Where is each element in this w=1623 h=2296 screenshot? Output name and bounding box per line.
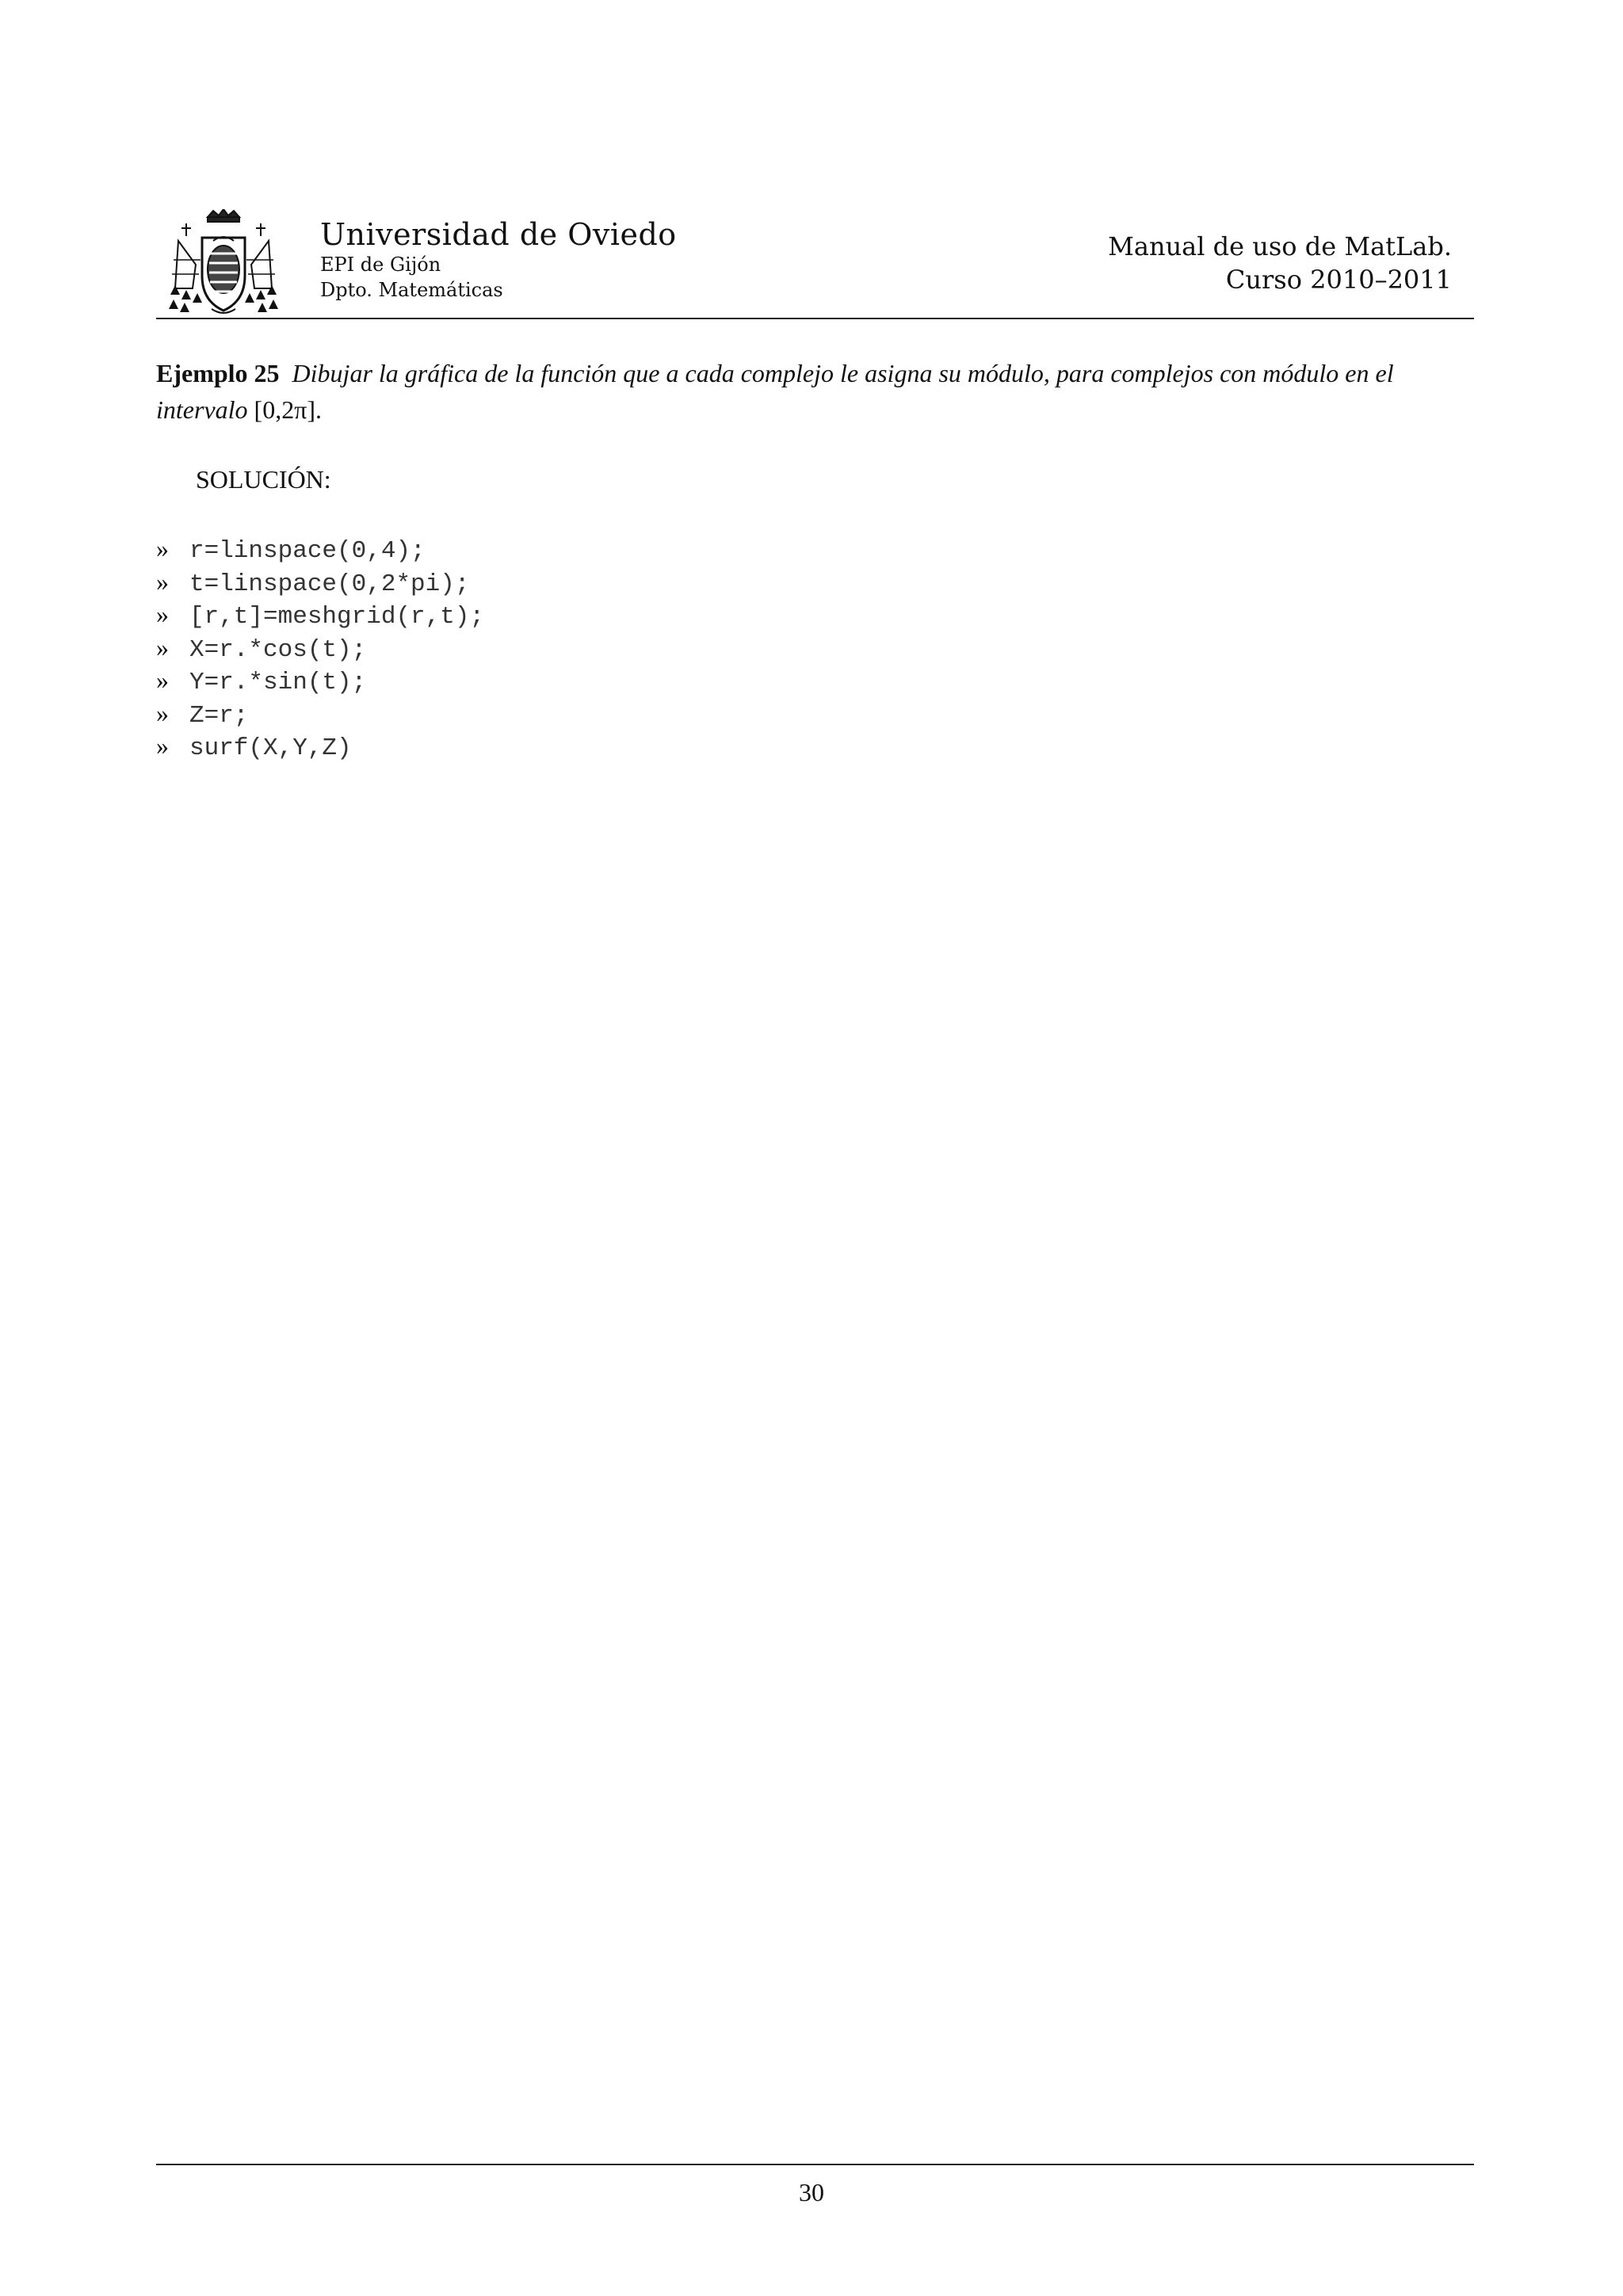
university-coat-of-arms-icon [164,209,283,317]
prompt-symbol: » [156,600,169,628]
school-name: EPI de Gijón [320,254,441,276]
code-line [156,730,484,763]
code-command: Z=r; [189,701,249,730]
code-line [156,598,484,631]
footer-divider [156,2164,1474,2165]
prompt-symbol: » [156,666,169,694]
code-command: t=linspace(0,2*pi); [189,570,470,598]
example-interval: [0,2π] [254,395,315,424]
page-header [156,208,1474,318]
code-line [156,631,484,665]
manual-title: Manual de uso de MatLab. [1108,231,1452,261]
prompt-symbol: » [156,566,169,596]
institution-block [320,217,677,303]
example-text: Dibujar la gráfica de la función que a cada complejo le asigna su módulo, para complejos con módulo en el intervalo [156,359,1394,424]
code-line [156,532,484,566]
example-statement [156,355,1474,428]
manual-info [1108,230,1452,296]
solution-label: SOLUCIÓN: [196,465,331,494]
course-year: Curso 2010–2011 [1225,265,1452,295]
code-command: r=linspace(0,4); [189,537,426,565]
prompt-symbol: » [156,534,169,563]
code-command: surf(X,Y,Z) [189,734,352,762]
page-number: 30 [799,2178,824,2206]
code-line [156,664,484,697]
example-end: . [315,395,322,424]
code-command: X=r.*cos(t); [189,635,367,664]
header-divider [156,318,1474,319]
code-line [156,697,484,730]
code-line [156,566,484,599]
prompt-symbol: » [156,731,169,760]
prompt-symbol: » [156,632,169,662]
example-label: Ejemplo 25 [156,359,280,387]
code-command: Y=r.*sin(t); [189,669,367,696]
code-command: [r,t]=meshgrid(r,t); [189,603,485,631]
code-block [156,532,484,763]
department-name: Dpto. Matemáticas [320,279,503,301]
university-name: Universidad de Oviedo [320,217,677,252]
prompt-symbol: » [156,698,169,727]
